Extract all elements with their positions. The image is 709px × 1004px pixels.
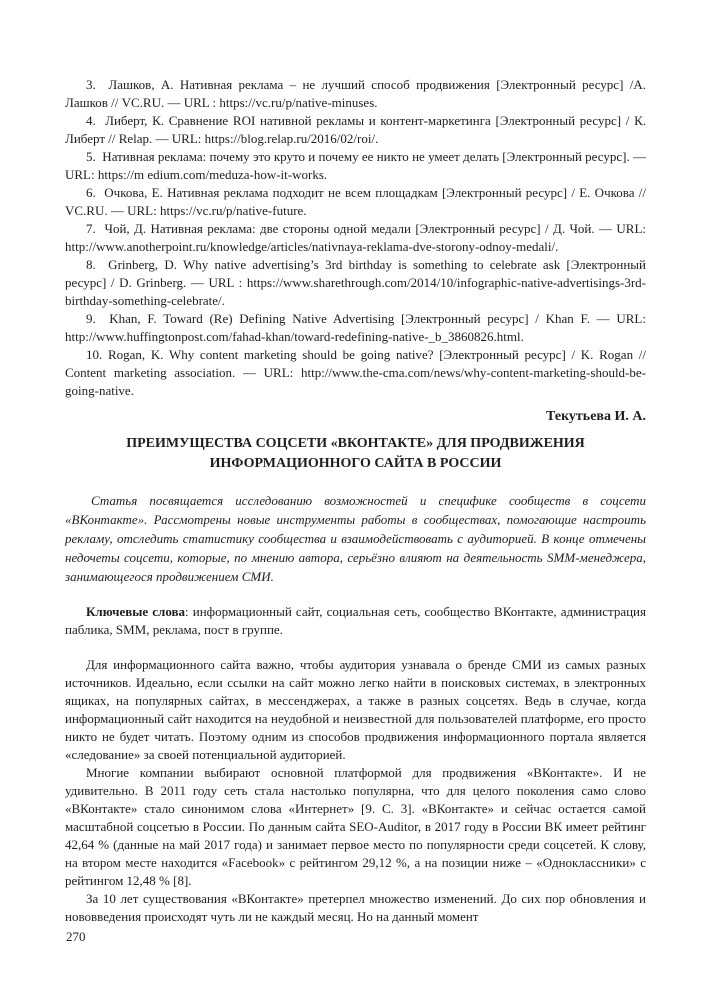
reference-item: 8. Grinberg, D. Why native advertising’s 3rd birthday is something to celebrate ask [Электронный ресурс] / D. Grinberg. — URL : https://www.sharethrough.com/2014/10/infographic-native-advertisings-3rd-birthday-something-celebrate/. [65, 257, 646, 308]
reference-item: 6. Очкова, Е. Нативная реклама подходит не всем площадкам [Электронный ресурс] / Е. Очкова // VC.RU. — URL: https://vc.ru/p/native-future. [65, 185, 646, 218]
reference-item: 10. Rogan, K. Why content marketing should be going native? [Электронный ресурс] / K. Rogan // Content marketing association. — URL: http://www.the-cma.com/news/why-content-marketing-should-be-going-native. [65, 347, 646, 398]
body-paragraph: Для информационного сайта важно, чтобы аудитория узнавала о бренде СМИ из самых разных источников. Идеально, если ссылки на сайт можно легко найти в поисковых системах, в электронных ящиках, на популярных сайтах, в мессенджерах, а также в разных соцсетях. Ведь в случае, когда информационный сайт находится на неудобной и неизвестной для пользователей платформе, его просто никто не будет читать. Поэтому одним из способов продвижения информационного портала является «следование» за своей потенциальной аудиторией. [65, 657, 646, 762]
page-number: 270 [66, 929, 86, 944]
body-paragraph: За 10 лет существования «ВКонтакте» претерпел множество изменений. До сих пор обновления и нововведения происходят чуть ли не каждый месяц. Но на данный момент [65, 891, 646, 924]
reference-item: 9. Khan, F. Toward (Re) Defining Native Advertising [Электронный ресурс] / Khan F. — URL: http://www.huffingtonpost.com/fahad-khan/toward-redefining-native-_b_3860826.html. [65, 311, 646, 344]
article-abstract: Статья посвящается исследованию возможностей и специфике сообществ в соцсети «ВКонтакте». Рассмотрены новые инструменты работы в сообществах, помогающие настроить рекламу, отследить статистику сообщества и взаимодействовать с аудиторией. В конце отмечены недочеты соцсети, которые, по мнению автора, серьёзно влияют на деятельность SMM-менеджера, занимающегося продвижением СМИ. [65, 493, 646, 584]
reference-item: 3. Лашков, А. Нативная реклама – не лучший способ продвижения [Электронный ресурс] /А. Лашков // VC.RU. — URL : https://vc.ru/p/native-minuses. [65, 77, 646, 110]
reference-item: 5. Нативная реклама: почему это круто и почему ее никто не умеет делать [Электронный ресурс]. — URL: https://m edium.com/meduza-how-it-works. [65, 149, 646, 182]
keywords-label: Ключевые слова [86, 604, 186, 619]
body-paragraph: Многие компании выбирают основной платформой для продвижения «ВКонтакте». И не удивительно. В 2011 году сеть стала настолько популярна, что для целого поколения само слово «ВКонтакте» стало синонимом слова «Интернет» [9. С. 3]. «ВКонтакте» и сейчас остается самой масштабной соцсетью в России. По данным сайта SEO-Auditor, в 2017 году в России ВК имеет рейтинг 42,64 % (данные на май 2017 года) и занимает первое место по популярности среди соцсетей. К слову, на втором месте находится «Facebook» с рейтингом 29,12 %, а на позиции ниже – «Одноклассники» с рейтингом 12,48 % [8]. [65, 765, 646, 888]
reference-item: 4. Либерт, К. Сравнение ROI нативной рекламы и контент-маркетинга [Электронный ресурс] / К. Либерт // Relap. — URL: https://blog.relap.ru/2016/02/roi/. [65, 113, 646, 146]
keywords-text: : информационный сайт, социальная сеть, сообщество ВКонтакте, администрация паблика, SMM, реклама, пост в группе. [65, 604, 646, 637]
article-title: ПРЕИМУЩЕСТВА СОЦСЕТИ «ВКОНТАКТЕ» ДЛЯ ПРОДВИЖЕНИЯ ИНФОРМАЦИОННОГО САЙТА В РОССИИ [126, 436, 585, 471]
keywords-paragraph [65, 603, 646, 639]
article-body [65, 656, 646, 926]
references-list [65, 76, 646, 400]
reference-item: 7. Чой, Д. Нативная реклама: две стороны одной медали [Электронный ресурс] / Д. Чой. — URL: http://www.anotherpoint.ru/knowledge/articles/nativnaya-reklama-dve-storony-odnoy-medali/. [65, 221, 646, 254]
author-name: Текутьева И. А. [546, 409, 646, 424]
